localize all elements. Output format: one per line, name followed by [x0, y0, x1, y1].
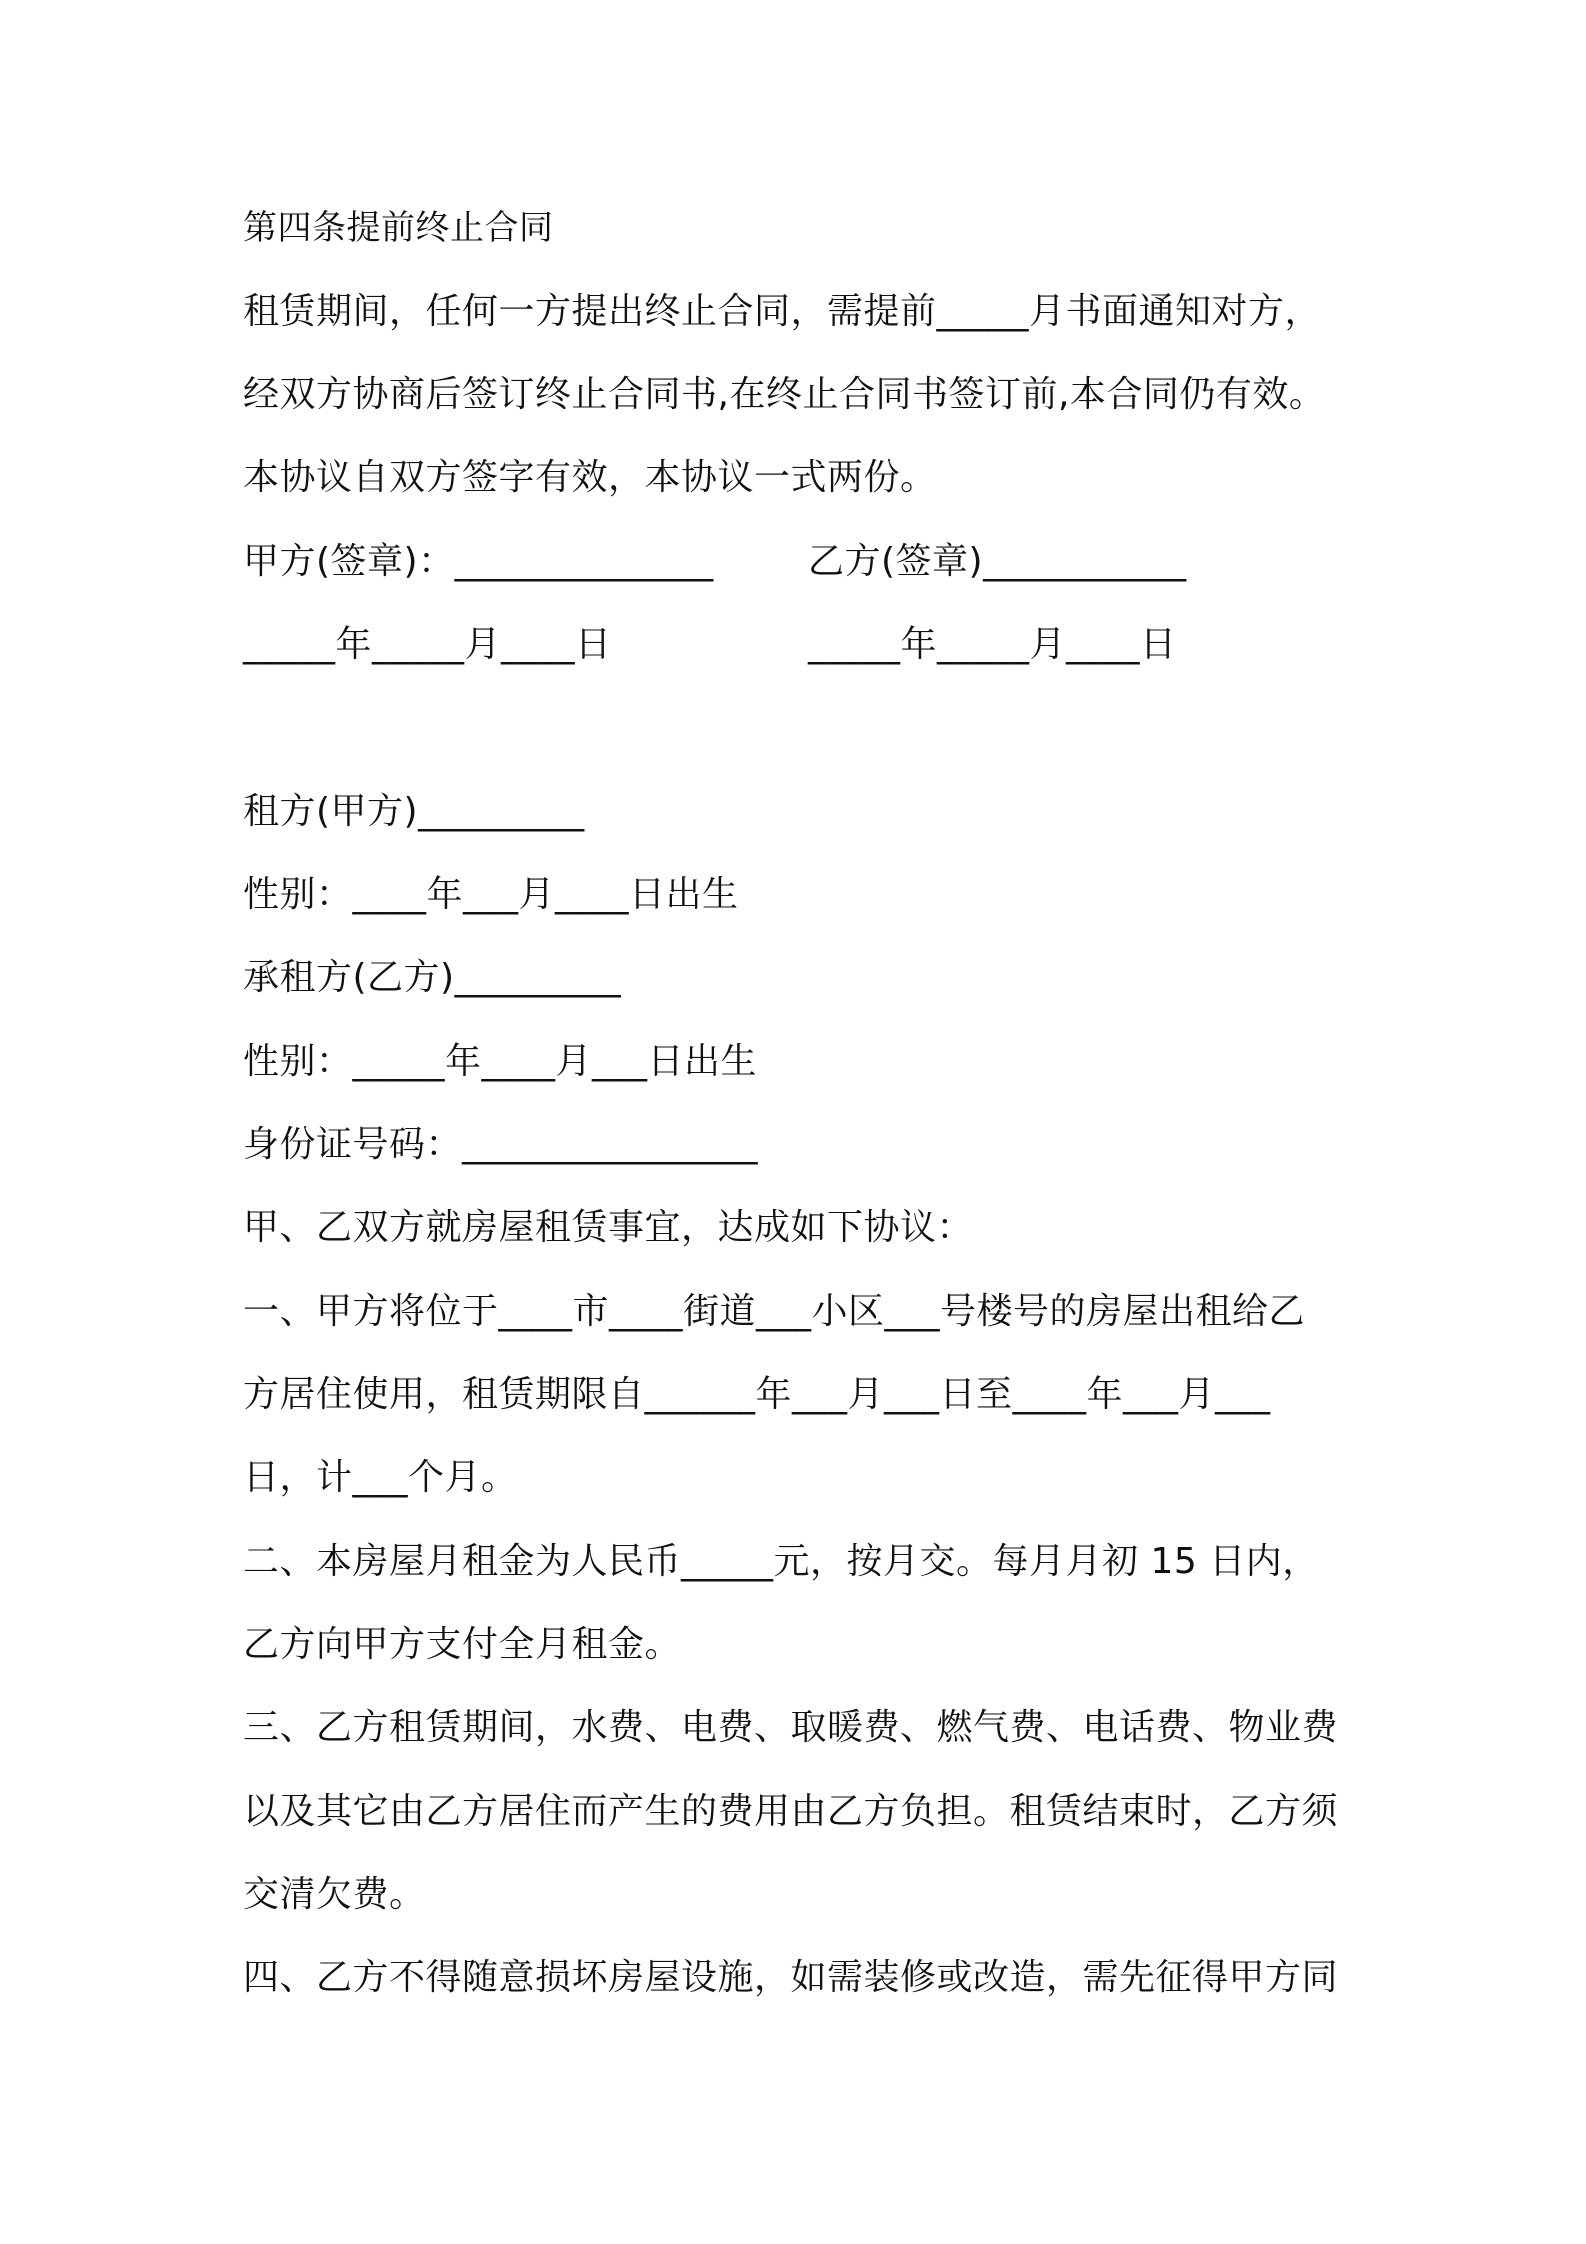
clause-3-line: 交清欠费。: [243, 1874, 426, 1915]
lessor-field: 租方(甲方)_________: [243, 791, 585, 832]
lessor-gender-birth-field: 性别：____年___月____日出生: [243, 874, 739, 915]
clause-1-line: 方居住使用，租赁期限自______年___月___日至____年___月___: [243, 1374, 1271, 1415]
lessee-gender-birth-field: 性别：_____年____月___日出生: [243, 1041, 758, 1082]
party-a-date-field: _____年_____月____日: [243, 624, 612, 665]
clause-1-line: 一、甲方将位于____市____街道___小区___号楼号的房屋出租给乙: [243, 1291, 1306, 1332]
agreement-intro: 甲、乙双方就房屋租赁事宜，达成如下协议：: [243, 1207, 974, 1248]
party-b-date-field: _____年_____月____日: [808, 624, 1177, 665]
paragraph-line: 租赁期间，任何一方提出终止合同，需提前_____月书面通知对方，: [243, 291, 1322, 332]
id-number-field: 身份证号码：________________: [243, 1124, 759, 1165]
clause-1-line: 日，计___个月。: [243, 1457, 518, 1498]
paragraph-line: 经双方协商后签订终止合同书,在终止合同书签订前,本合同仍有效。: [243, 374, 1326, 415]
party-b-signature-field: 乙方(签章)___________: [808, 541, 1187, 582]
section-title: 第四条提前终止合同: [243, 208, 554, 248]
clause-3-line: 以及其它由乙方居住而产生的费用由乙方负担。租赁结束时，乙方须: [243, 1791, 1339, 1832]
lessee-field: 承租方(乙方)_________: [243, 957, 622, 998]
clause-2-line: 二、本房屋月租金为人民币_____元，按月交。每月月初 15 日内，: [243, 1541, 1319, 1582]
paragraph-line: 本协议自双方签字有效，本协议一式两份。: [243, 457, 937, 498]
clause-2-line: 乙方向甲方支付全月租金。: [243, 1624, 682, 1665]
clause-3-line: 三、乙方租赁期间，水费、电费、取暖费、燃气费、电话费、物业费: [243, 1707, 1339, 1748]
clause-4-line: 四、乙方不得随意损坏房屋设施，如需装修或改造，需先征得甲方同: [243, 1957, 1339, 1998]
party-a-signature-field: 甲方(签章)：______________: [243, 541, 714, 582]
